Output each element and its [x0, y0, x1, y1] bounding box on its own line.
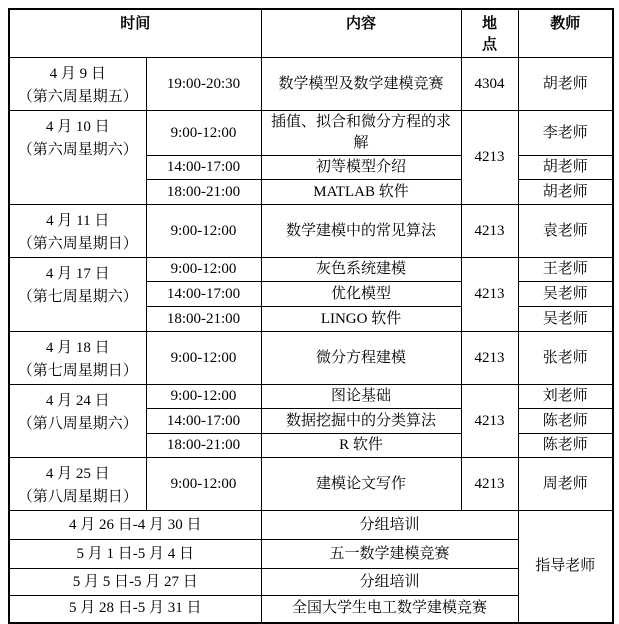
slot-content: 灰色系统建模 — [261, 258, 461, 282]
slot-time: 9:00-12:00 — [146, 205, 261, 258]
session-date — [9, 258, 146, 332]
slot-time: 18:00-21:00 — [146, 434, 261, 458]
slot-content: 数学建模中的常见算法 — [261, 205, 461, 258]
header-location-line1: 地 — [482, 16, 498, 32]
table-row — [9, 111, 613, 156]
slot-time: 9:00-12:00 — [146, 111, 261, 156]
session-week-text: （第六周星期六） — [17, 142, 138, 158]
table-row — [9, 332, 613, 385]
slot-teacher: 胡老师 — [518, 58, 613, 111]
summary-content: 分组培训 — [261, 511, 518, 540]
slot-content: 优化模型 — [261, 282, 461, 307]
slot-time: 9:00-12:00 — [146, 458, 261, 511]
session-week-text: （第六周星期五） — [17, 89, 138, 105]
schedule-table — [8, 8, 614, 624]
slot-teacher: 袁老师 — [518, 205, 613, 258]
slot-teacher: 陈老师 — [518, 434, 613, 458]
session-location: 4213 — [461, 385, 518, 458]
slot-time: 9:00-12:00 — [146, 258, 261, 282]
slot-content: 微分方程建模 — [261, 332, 461, 385]
slot-teacher: 陈老师 — [518, 409, 613, 434]
session-week-text: （第六周星期日） — [17, 236, 138, 252]
slot-teacher: 张老师 — [518, 332, 613, 385]
header-content: 内容 — [261, 9, 461, 58]
session-date-text: 4 月 11 日 — [46, 213, 110, 229]
table-row — [9, 511, 613, 540]
summary-date: 5 月 28 日-5 月 31 日 — [9, 596, 261, 623]
session-location: 4213 — [461, 111, 518, 205]
table-row — [9, 258, 613, 282]
slot-teacher: 胡老师 — [518, 180, 613, 205]
slot-time: 9:00-12:00 — [146, 385, 261, 409]
slot-teacher: 胡老师 — [518, 156, 613, 180]
slot-content: R 软件 — [261, 434, 461, 458]
table-row — [9, 458, 613, 511]
session-date-text: 4 月 24 日 — [45, 393, 110, 409]
slot-teacher: 周老师 — [518, 458, 613, 511]
session-location: 4213 — [461, 258, 518, 332]
session-date-text: 4 月 17 日 — [45, 266, 110, 282]
slot-time: 19:00-20:30 — [146, 58, 261, 111]
slot-content: 初等模型介绍 — [261, 156, 461, 180]
summary-content: 五一数学建模竞赛 — [261, 540, 518, 569]
slot-teacher: 王老师 — [518, 258, 613, 282]
summary-content: 全国大学生电工数学建模竞赛 — [261, 596, 518, 623]
header-location — [461, 9, 518, 58]
session-date — [9, 332, 146, 385]
slot-content: LINGO 软件 — [261, 307, 461, 332]
summary-content: 分组培训 — [261, 569, 518, 596]
session-date — [9, 58, 146, 111]
slot-content: 建模论文写作 — [261, 458, 461, 511]
slot-content: MATLAB 软件 — [261, 180, 461, 205]
session-date — [9, 385, 146, 458]
table-row — [9, 385, 613, 409]
slot-time: 14:00-17:00 — [146, 156, 261, 180]
session-date — [9, 111, 146, 205]
table-row — [9, 205, 613, 258]
header-location-line2: 点 — [482, 37, 498, 53]
session-location: 4213 — [461, 332, 518, 385]
slot-time: 14:00-17:00 — [146, 409, 261, 434]
session-location: 4304 — [461, 58, 518, 111]
session-location: 4213 — [461, 205, 518, 258]
summary-teacher: 指导老师 — [518, 511, 613, 623]
slot-content: 数据挖掘中的分类算法 — [261, 409, 461, 434]
slot-content: 插值、拟合和微分方程的求解 — [261, 111, 461, 156]
session-week-text: （第八周星期六） — [17, 416, 138, 432]
session-week-text: （第八周星期日） — [17, 489, 138, 505]
slot-content: 数学模型及数学建模竞赛 — [261, 58, 461, 111]
slot-time: 14:00-17:00 — [146, 282, 261, 307]
slot-teacher: 吴老师 — [518, 307, 613, 332]
session-week-text: （第七周星期六） — [17, 289, 138, 305]
session-date-text: 4 月 18 日 — [45, 340, 110, 356]
slot-time: 9:00-12:00 — [146, 332, 261, 385]
summary-date: 5 月 1 日-5 月 4 日 — [9, 540, 261, 569]
session-date-text: 4 月 9 日 — [49, 66, 106, 82]
slot-teacher: 李老师 — [518, 111, 613, 156]
header-time: 时间 — [9, 9, 261, 58]
session-date-text: 4 月 10 日 — [45, 119, 110, 135]
session-location: 4213 — [461, 458, 518, 511]
slot-teacher: 吴老师 — [518, 282, 613, 307]
header-teacher: 教师 — [518, 9, 613, 58]
table-row — [9, 58, 613, 111]
summary-date: 4 月 26 日-4 月 30 日 — [9, 511, 261, 540]
session-date — [9, 458, 146, 511]
session-date — [9, 205, 146, 258]
slot-time: 18:00-21:00 — [146, 307, 261, 332]
slot-teacher: 刘老师 — [518, 385, 613, 409]
session-date-text: 4 月 25 日 — [45, 466, 110, 482]
session-week-text: （第七周星期日） — [17, 363, 138, 379]
slot-content: 图论基础 — [261, 385, 461, 409]
summary-date: 5 月 5 日-5 月 27 日 — [9, 569, 261, 596]
slot-time: 18:00-21:00 — [146, 180, 261, 205]
header-row — [9, 9, 613, 58]
